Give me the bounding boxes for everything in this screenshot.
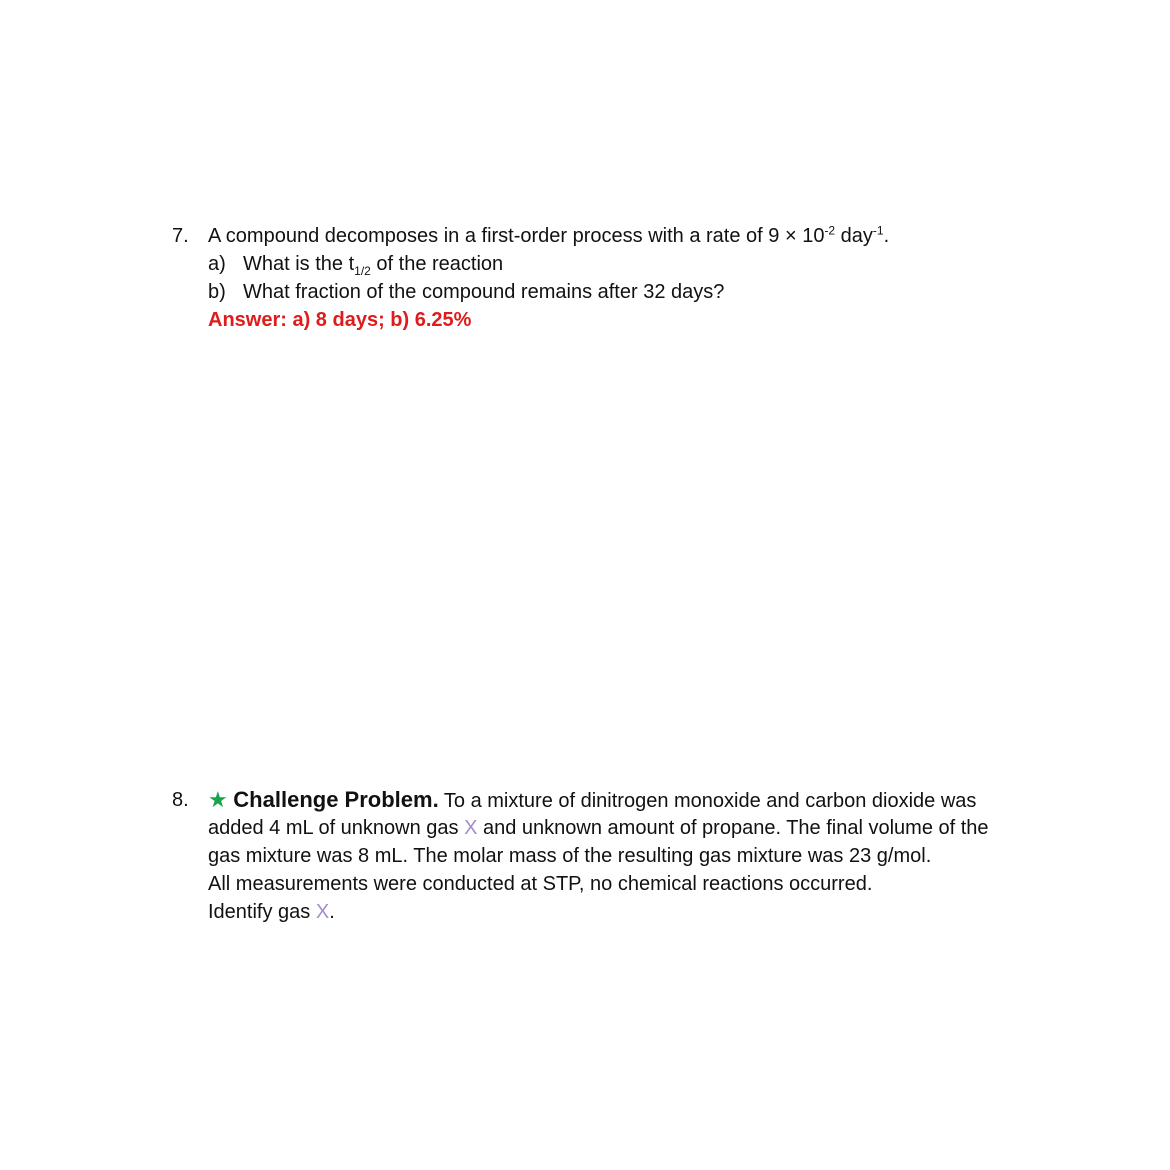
star-icon: ★	[208, 787, 228, 812]
gas-x-label: X	[464, 817, 478, 839]
question-7-answer: Answer: a) 8 days; b) 6.25%	[208, 309, 472, 331]
question-7-part-a	[208, 250, 503, 278]
part-b-text: What fraction of the compound remains after 32 days?	[243, 281, 725, 303]
question-8-line-1	[208, 786, 976, 815]
part-b-label: b)	[208, 281, 226, 303]
question-8-text-2a: added 4 mL of unknown gas	[208, 817, 465, 839]
question-8-text-1: To a mixture of dinitrogen monoxide and carbon dioxide was	[443, 790, 977, 812]
gas-x-label: X	[315, 901, 330, 923]
part-a-text: What is the t	[243, 253, 355, 275]
exponent: -2	[824, 223, 836, 238]
part-a-label: a)	[208, 253, 226, 275]
question-8-line-3: gas mixture was 8 mL. The molar mass of the resulting gas mixture was 23 g/mol.	[208, 845, 932, 867]
question-7-stem-text: A compound decomposes in a first-order process with a rate of 9 × 10	[208, 225, 825, 247]
exponent: -1	[872, 223, 884, 238]
question-8-text-5b: .	[329, 901, 335, 923]
part-a-text-end: of the reaction	[370, 253, 504, 275]
question-8-number: 8.	[172, 789, 189, 811]
unit-text: day	[835, 225, 873, 247]
question-8-text-2b: and unknown amount of propane. The final volume of the	[477, 817, 989, 839]
question-8-line-2	[208, 814, 989, 842]
challenge-heading: Challenge Problem.	[233, 787, 439, 812]
question-7-part-b	[208, 278, 724, 306]
question-7-number: 7.	[172, 225, 189, 247]
question-8-line-5	[208, 898, 335, 926]
question-8-line-4: All measurements were conducted at STP, no chemical reactions occurred.	[208, 873, 873, 895]
half-life-subscript: 1/2	[354, 264, 371, 278]
question-8-text-5a: Identify gas	[208, 901, 316, 923]
punctuation: .	[883, 225, 890, 247]
question-7-stem	[208, 222, 889, 250]
